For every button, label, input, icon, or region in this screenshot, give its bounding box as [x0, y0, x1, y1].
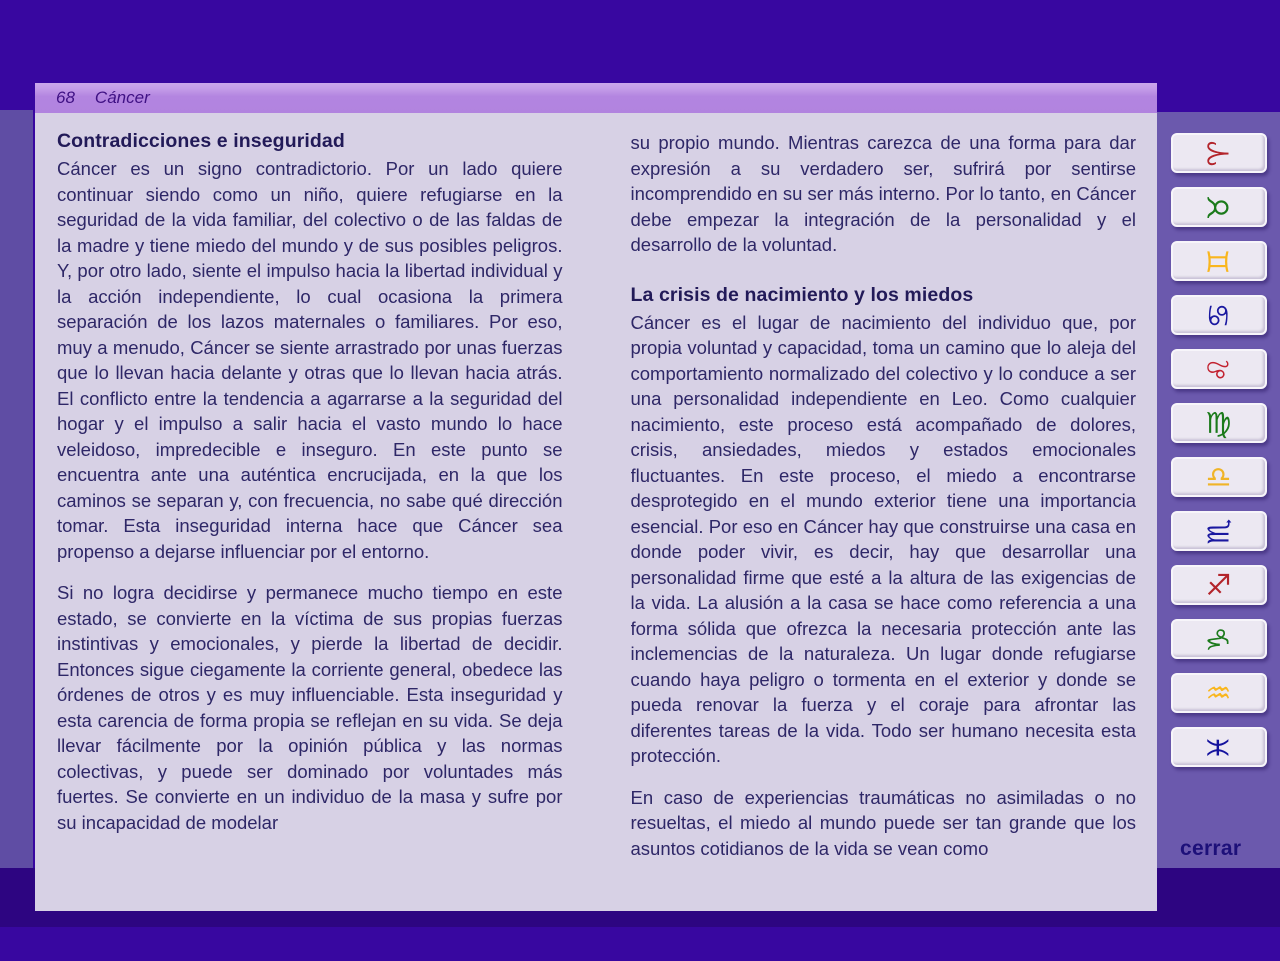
left-margin-strip — [0, 110, 33, 868]
aquarius-icon: ♒ — [1205, 675, 1232, 710]
zodiac-button-capricornio[interactable] — [1171, 619, 1267, 659]
libra-icon: ♎ — [1205, 459, 1232, 494]
page-number: 68 — [56, 88, 75, 107]
zodiac-button-escorpio[interactable] — [1171, 511, 1267, 551]
paragraph: En caso de experiencias traumáticas no asimiladas o no resueltas, el miedo al mundo puede ser tan grande que los asuntos cotidianos de la vida se vean como — [630, 786, 1136, 859]
section-heading-crisis: La crisis de nacimiento y los miedos — [630, 283, 974, 306]
paragraph: Cáncer es un signo contradictorio. Por un lado quiere continuar siendo como un niño, quiere refugiarse en la seguridad de la vida familiar, del colectivo o de las faldas de la madre y tiene miedo del mundo y de sus posibles peligros. Y, por otro lado, siente el impulso hacia la libertad individual y la acción independiente, lo cual ocasiona la primera separación de los lazos maternales o familiares. Por eso, muy a menudo, Cáncer se siente arrastrado por unas fuerzas que lo llevan hacia delante y otras que lo llevan hacia atrás. El conflicto entre la tendencia a agarrarse a la seguridad del hogar y el impulso a salir hacia el vasto mundo lo hace veleidoso, impredecible e inseguro. En este punto se encuentra ante una auténtica encrucijada, en la que los caminos se separan y, con frecuencia, no sabe qué dirección tomar. Esta inseguridad interna hace que Cáncer sea propenso a dejarse influenciar por el entorno. — [57, 158, 563, 562]
zodiac-button-tauro[interactable] — [1171, 187, 1267, 227]
article-panel — [35, 113, 1157, 911]
capricorn-icon: ♑ — [1201, 626, 1235, 652]
zodiac-button-cancer[interactable] — [1171, 295, 1267, 335]
section-heading-contradicciones: Contradicciones e inseguridad — [57, 130, 345, 152]
sagittarius-icon: ♐ — [1205, 567, 1232, 602]
gemini-icon: ♊ — [1201, 248, 1235, 274]
zodiac-button-virgo[interactable] — [1171, 403, 1267, 443]
zodiac-button-geminis[interactable] — [1171, 241, 1267, 281]
zodiac-button-acuario[interactable] — [1171, 673, 1267, 713]
leo-icon: ♌ — [1201, 356, 1235, 382]
paragraph: su propio mundo. Mientras carezca de una forma para dar expresión a su verdadero ser, sufrirá por sentirse incomprendido en su ser más interno. Por lo tanto, en Cáncer debe empezar la integración de la personalidad y el desarrollo de la voluntad. — [630, 132, 1136, 255]
paragraph: Cáncer es el lugar de nacimiento del individuo que, por propia voluntad y capacidad, toma un camino que lo aleja del comportamiento normalizado del colectivo y lo conduce a ser una personalidad independiente en Leo. Como cualquier nacimiento, este proceso está acompañado de dolores, crisis, ansiedades, miedos y estados emocionales fluctuantes. En este proceso, el miedo a encontrarse desprotegido en el mundo exterior tiene una importancia esencial. Por eso en Cáncer hay que construirse una casa en donde poder vivir, es decir, hay que desarrollar una personalidad firme que esté a la altura de las exigencias de la vida. La alusión a la casa se hace como referencia a una forma sólida que ofrezca la necesaria protección ante las inclemencias de la naturaleza. Un lugar donde refugiarse cuando haya peligro o tormenta en el exterior y donde se pueda renovar la fuerza y el coraje para afrontar las diferentes tareas de la vida. Todo ser humano necesita esta protección. — [630, 311, 1136, 766]
aries-icon: ♈ — [1201, 140, 1235, 166]
zodiac-button-libra[interactable] — [1171, 457, 1267, 497]
close-link[interactable]: cerrar — [1180, 837, 1242, 860]
virgo-icon: ♍ — [1205, 405, 1232, 440]
paragraph: Si no logra decidirse y permanece mucho tiempo en este estado, se convierte en la víctima de sus propias fuerzas instintivas y emocionales, y pierde la libertad de decidir. Entonces sigue ciegamente la corriente general, obedece las órdenes de otros y es muy influenciable. Esta inseguridad y esta carencia de forma propia se reflejan en su vida. Se deja llevar fácilmente por la opinión pública y las normas colectivas, y puede ser dominado por voluntades más fuertes. Se convierte en un individuo de la masa y sufre por su incapacidad de modelar — [57, 582, 563, 833]
zodiac-button-leo[interactable] — [1171, 349, 1267, 389]
article-left-column — [57, 130, 563, 911]
zodiac-sidebar — [1157, 112, 1280, 868]
pisces-icon: ♓ — [1201, 734, 1235, 760]
zodiac-button-piscis[interactable] — [1171, 727, 1267, 767]
zodiac-button-aries[interactable] — [1171, 133, 1267, 173]
taurus-icon: ♉ — [1201, 194, 1235, 220]
page-header-bar — [35, 83, 1157, 113]
article-right-column — [631, 130, 1137, 911]
page-title: Cáncer — [94, 88, 150, 107]
zodiac-button-sagitario[interactable] — [1171, 565, 1267, 605]
cancer-icon: ♋ — [1201, 302, 1235, 328]
scorpio-icon: ♏ — [1201, 518, 1235, 544]
